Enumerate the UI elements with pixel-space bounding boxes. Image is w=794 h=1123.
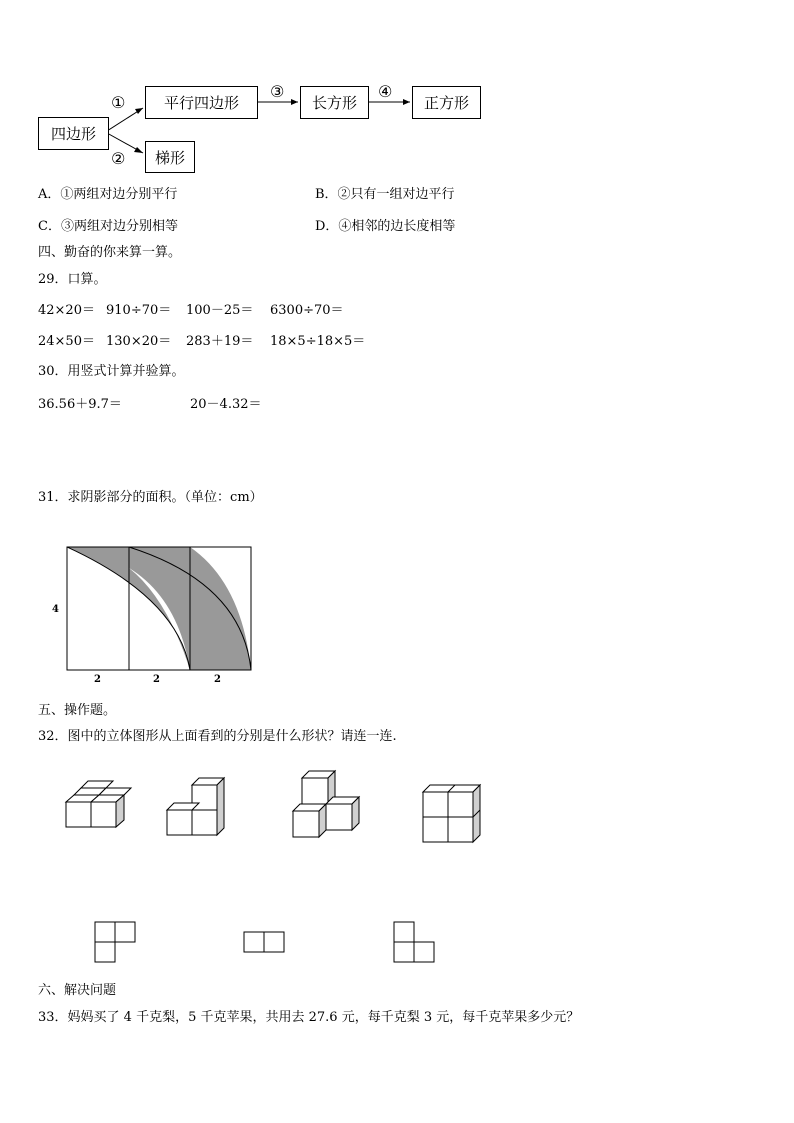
q29-item: 910÷70＝ [106, 303, 172, 318]
q29-item: 100－25＝ [186, 303, 254, 318]
q31-title: 31．求阴影部分的面积。（单位：cm） [38, 490, 263, 505]
cube-figure-2 [167, 778, 224, 835]
cube-figure-1 [66, 781, 131, 827]
q29-item: 283＋19＝ [186, 334, 254, 349]
section-4-title: 四、勤奋的你来算一算。 [38, 245, 182, 260]
option-b[interactable]: B．②只有一组对边平行 [315, 187, 455, 202]
width-label: 2 [153, 674, 160, 685]
quadrilateral-box: 四边形 [38, 117, 109, 150]
option-a[interactable]: A．①两组对边分别平行 [38, 187, 178, 202]
q29-item: 42×20＝ [38, 303, 95, 318]
top-view-2 [244, 932, 284, 952]
marker-1: ① [111, 93, 126, 112]
height-label: 4 [52, 604, 59, 615]
parallelogram-box: 平行四边形 [145, 86, 258, 119]
option-d[interactable]: D．④相邻的边长度相等 [315, 219, 456, 234]
q29-title: 29．口算。 [38, 272, 107, 287]
section-5-title: 五、操作题。 [38, 703, 117, 718]
q30-item: 36.56＋9.7＝ [38, 397, 122, 412]
q32-title: 32．图中的立体图形从上面看到的分别是什么形状？请连一连. [38, 729, 397, 744]
section-6-title: 六、解决问题 [38, 983, 117, 998]
marker-4: ④ [378, 82, 393, 101]
top-view-1 [95, 922, 135, 962]
marker-3: ③ [270, 82, 285, 101]
cube-figure-4 [423, 785, 480, 842]
trapezoid-box: 梯形 [145, 141, 195, 173]
marker-2: ② [111, 149, 126, 168]
top-view-3 [394, 922, 434, 962]
q29-item: 18×5÷18×5＝ [270, 334, 366, 349]
width-label: 2 [214, 674, 221, 685]
q30-title: 30．用竖式计算并验算。 [38, 364, 185, 379]
q30-item: 20－4.32＝ [190, 397, 262, 412]
square-box: 正方形 [412, 86, 481, 119]
option-c[interactable]: C．③两组对边分别相等 [38, 219, 178, 234]
cube-figure-3 [293, 771, 359, 837]
q29-item: 24×50＝ [38, 334, 95, 349]
q29-item: 6300÷70＝ [270, 303, 344, 318]
q29-item: 130×20＝ [106, 334, 172, 349]
width-label: 2 [94, 674, 101, 685]
q33-title: 33．妈妈买了 4 千克梨，5 千克苹果，共用去 27.6 元，每千克梨 3 元，每千克苹果多少元？ [38, 1010, 580, 1025]
rectangle-box: 长方形 [300, 86, 369, 119]
